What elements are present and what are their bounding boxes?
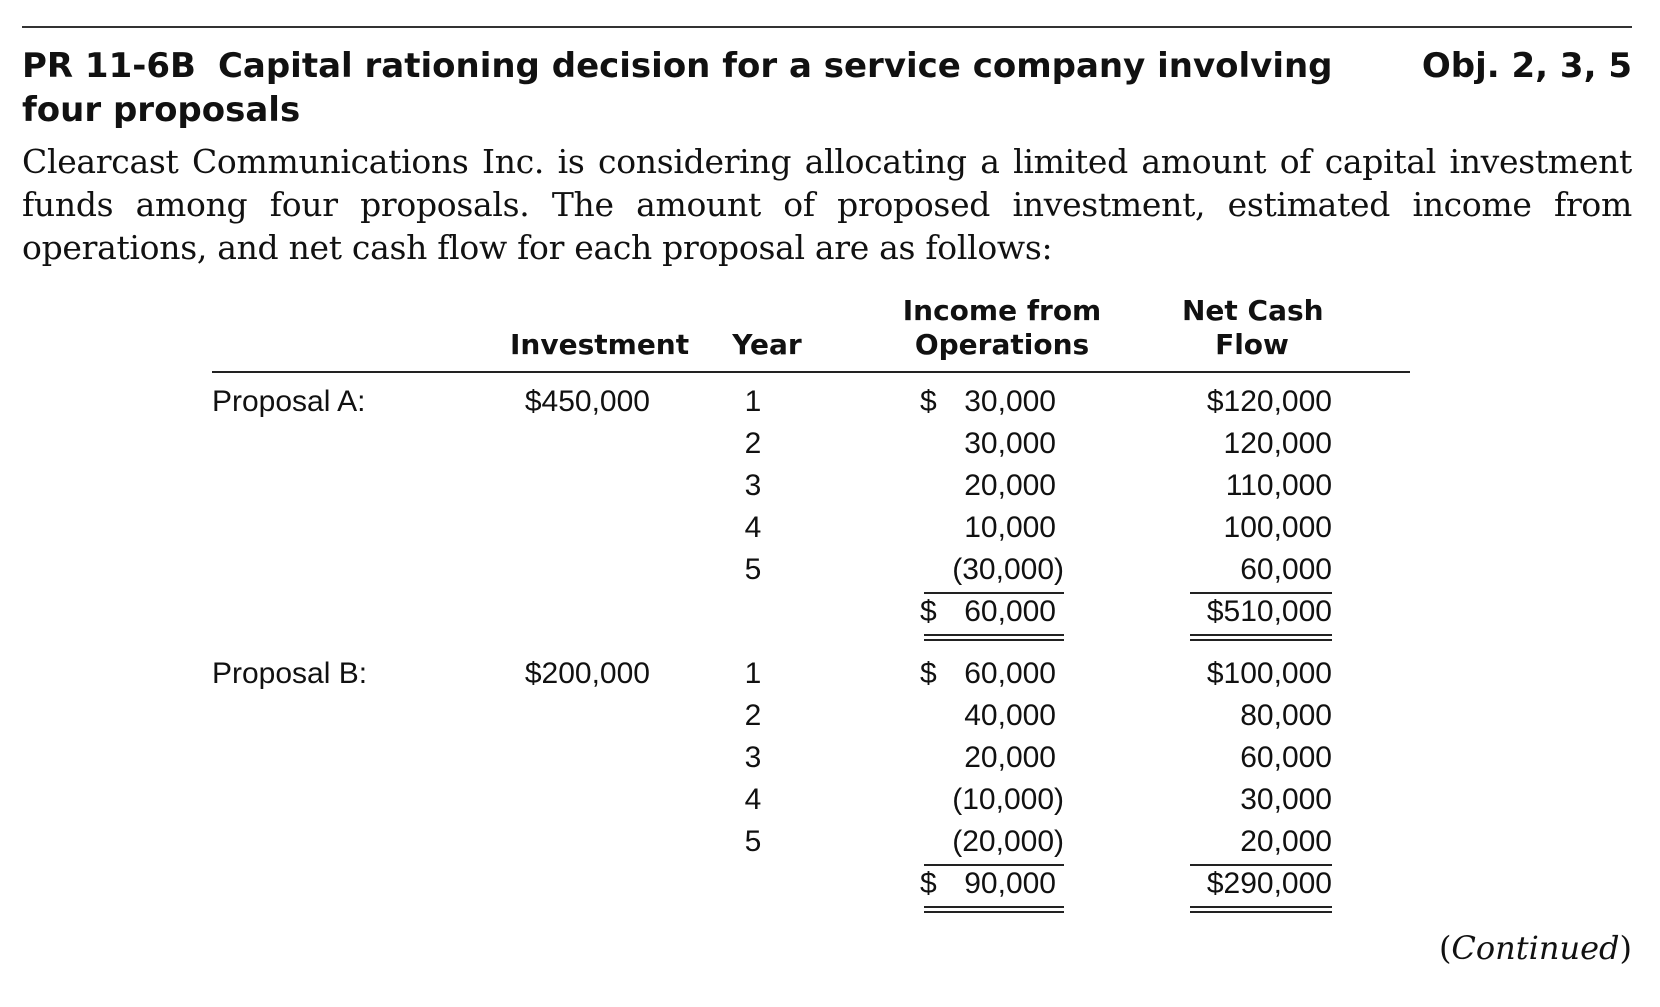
textbook-page <box>22 0 1632 1007</box>
continued-close-paren: ) <box>1619 929 1632 967</box>
income-amount: 20,000 <box>964 469 1056 502</box>
proposal-label: Proposal B: <box>212 657 368 690</box>
dollar-sign: $ <box>920 867 937 900</box>
cash-total: $290,000 <box>1206 867 1332 900</box>
dollar-sign: $ <box>920 657 937 690</box>
year-cell: 4 <box>744 511 762 544</box>
year-cell: 5 <box>744 825 762 858</box>
cash-cell: 30,000 <box>1240 783 1332 816</box>
income-amount: 40,000 <box>964 699 1056 732</box>
cash-cell: $120,000 <box>1206 385 1332 418</box>
problem-heading <box>22 44 1632 132</box>
year-cell: 1 <box>744 657 762 690</box>
header-investment: Investment <box>510 328 690 361</box>
header-year: Year <box>732 328 802 361</box>
header-cash-line2: Flow <box>1215 328 1289 361</box>
cash-cell: 100,000 <box>1223 511 1332 544</box>
year-cell: 2 <box>744 427 762 460</box>
cash-total-double-rule <box>1190 906 1332 913</box>
year-cell: 3 <box>744 741 762 774</box>
dollar-sign: $ <box>920 385 937 418</box>
income-total <box>920 862 1056 906</box>
year-cell: 5 <box>744 553 762 586</box>
income-amount: (30,000) <box>952 553 1064 586</box>
year-cell: 4 <box>744 783 762 816</box>
income-cell <box>920 694 1056 738</box>
cash-cell: $100,000 <box>1206 657 1332 690</box>
continued-word: Continued <box>1451 929 1620 967</box>
income-cell <box>920 778 1064 822</box>
problem-title-line2: four proposals <box>22 90 301 130</box>
income-amount: 10,000 <box>964 511 1056 544</box>
problem-title-line1: Capital rationing decision for a service company involving <box>217 46 1333 86</box>
dollar-sign: $ <box>920 595 937 628</box>
cash-total-double-rule <box>1190 634 1332 641</box>
income-cell <box>920 422 1056 466</box>
cash-cell: 20,000 <box>1240 825 1332 858</box>
header-income-line2: Operations <box>914 328 1090 361</box>
proposal-label: Proposal A: <box>212 385 366 418</box>
investment-amount: $450,000 <box>524 385 650 418</box>
cash-cell: 60,000 <box>1240 741 1332 774</box>
cash-cell: 110,000 <box>1225 469 1332 502</box>
income-cell <box>920 380 1056 424</box>
income-total-amount: 90,000 <box>964 867 1056 900</box>
continued-note <box>1439 928 1632 968</box>
income-cell <box>920 736 1056 780</box>
top-rule <box>22 26 1632 28</box>
header-cash-line1: Net Cash <box>1182 294 1324 327</box>
problem-code: PR 11-6B <box>22 46 196 86</box>
income-amount: 30,000 <box>964 385 1056 418</box>
header-rule <box>212 371 1410 373</box>
income-amount: (20,000) <box>952 825 1064 858</box>
income-amount: (10,000) <box>952 783 1064 816</box>
problem-intro: Clearcast Communications Inc. is considering allocating a limited amount of capital investment funds among four proposals. The amount of proposed investment, estimated income from operations, and net cash flow for each proposal are as follows: <box>22 142 1632 267</box>
year-cell: 3 <box>744 469 762 502</box>
income-amount: 20,000 <box>964 741 1056 774</box>
learning-objectives: Obj. 2, 3, 5 <box>1421 46 1632 86</box>
continued-open-paren: ( <box>1438 929 1452 967</box>
cash-total: $510,000 <box>1206 595 1332 628</box>
income-total <box>920 590 1056 634</box>
header-income-line1: Income from <box>902 294 1102 327</box>
income-cell <box>920 506 1056 550</box>
cash-cell: 60,000 <box>1240 553 1332 586</box>
income-total-double-rule <box>924 906 1064 913</box>
cash-cell: 120,000 <box>1223 427 1332 460</box>
cash-cell: 80,000 <box>1240 699 1332 732</box>
year-cell: 2 <box>744 699 762 732</box>
income-total-double-rule <box>924 634 1064 641</box>
year-cell: 1 <box>744 385 762 418</box>
income-amount: 30,000 <box>964 427 1056 460</box>
income-cell <box>920 652 1056 696</box>
income-amount: 60,000 <box>964 657 1056 690</box>
income-cell <box>920 464 1056 508</box>
income-cell <box>920 820 1064 864</box>
income-cell <box>920 548 1064 592</box>
investment-amount: $200,000 <box>524 657 650 690</box>
income-total-amount: 60,000 <box>964 595 1056 628</box>
